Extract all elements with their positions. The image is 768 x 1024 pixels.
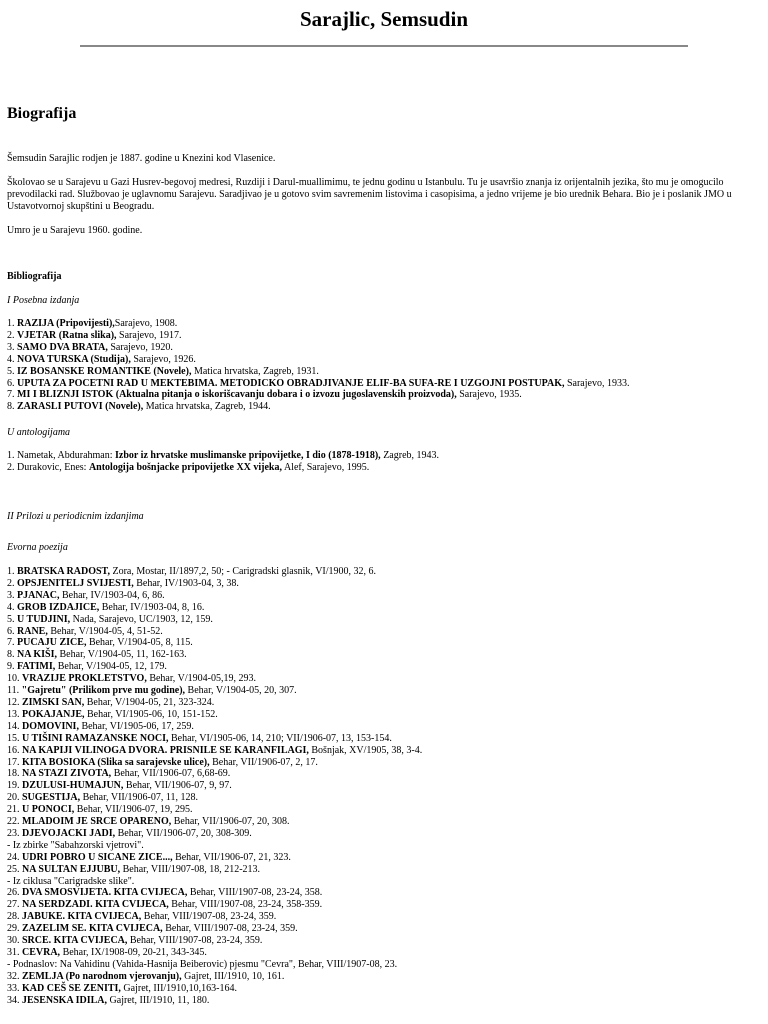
list-item xyxy=(7,318,762,330)
item-number: 4. xyxy=(7,353,15,365)
list-item xyxy=(7,971,762,983)
item-number: 22. xyxy=(7,816,20,828)
bio-paragraph-3: Umro je u Sarajevu 1960. godine. xyxy=(7,225,143,236)
item-title: RAZIJA (Pripovijesti), xyxy=(17,318,115,329)
item-details: Behar, VIII/1907-08, 23-24, 358. xyxy=(187,887,323,899)
list-item xyxy=(7,389,762,401)
list-item xyxy=(7,697,762,709)
item-number: 13. xyxy=(7,708,20,720)
list-item xyxy=(7,745,762,757)
list-item xyxy=(7,721,762,733)
list-item xyxy=(7,768,762,780)
item-title: FATIMI, xyxy=(17,661,56,673)
list-item xyxy=(7,378,762,390)
list-item xyxy=(7,673,762,685)
item-details: Bošnjak, XV/1905, 38, 3-4. xyxy=(308,744,423,756)
item-number: 25. xyxy=(7,863,20,875)
item-number: 2. xyxy=(7,461,15,473)
list-item xyxy=(7,354,762,366)
item-title: Izbor iz hrvatske muslimanske pripovijetke, I dio (1878-1918), xyxy=(115,450,381,461)
item-details: Behar, VII/1906-07, 21, 323. xyxy=(172,851,291,863)
list-item xyxy=(7,828,762,840)
list-item xyxy=(7,852,762,864)
item-details: Behar, IX/1908-09, 20-21, 343-345. xyxy=(60,947,207,958)
item-number: 5. xyxy=(7,613,15,625)
item-title: DJEVOJACKI JADI, xyxy=(22,827,116,839)
item-number: 8. xyxy=(7,649,15,661)
item-title: OPSJENITELJ SVIJESTI, xyxy=(17,577,134,589)
item-title: UPUTA ZA POCETNI RAD U MEKTEBIMA. METODICKO OBRADJIVANJE ELIF-BA SUFA-RE I UZGOJNI POSTUPAK, xyxy=(17,377,565,389)
periodicals-subheading: II Prilozi u periodicnim izdanjima xyxy=(7,511,144,522)
item-title: UDRI POBRO U SICANE ZICE..., xyxy=(22,851,173,863)
item-title: ZARASLI PUTOVI (Novele), xyxy=(17,401,144,413)
list-item xyxy=(7,804,762,816)
item-title: ZEMLJA (Po narodnom vjerovanju), xyxy=(22,970,182,982)
item-number: 3. xyxy=(7,341,15,353)
list-item xyxy=(7,733,762,745)
list-item xyxy=(7,935,762,947)
item-number: 1. xyxy=(7,450,15,461)
item-number: 18. xyxy=(7,768,20,780)
item-author: Nametak, Abdurahman: xyxy=(17,450,116,461)
item-number: 21. xyxy=(7,804,20,816)
item-details: Behar, VII/1906-07, 11, 128. xyxy=(80,792,198,804)
item-details: Behar, VIII/1907-08, 23-24, 358-359. xyxy=(168,899,323,911)
item-number: 11. xyxy=(7,685,20,697)
item-details: - Podnaslov: Na Vahidinu (Vahida-Hasnija Beiberovic) pjesmu "Cevra", Behar, VIII/1907-08, 23. xyxy=(7,958,398,970)
item-details: Behar, VIII/1907-08, 23-24, 359. xyxy=(141,911,277,923)
list-item xyxy=(7,637,762,649)
item-details: Sarajevo, 1935. xyxy=(456,389,522,401)
item-details: Behar, VIII/1907-08, 23-24, 359. xyxy=(127,935,263,947)
item-details: Sarajevo, 1933. xyxy=(564,377,630,389)
item-details: Behar, V/1904-05, 12, 179. xyxy=(55,661,167,673)
item-details: Gajret, III/1910, 10, 161. xyxy=(181,970,285,982)
item-number: 15. xyxy=(7,732,20,744)
item-title: RANE, xyxy=(17,625,48,637)
list-item xyxy=(7,876,762,888)
list-item xyxy=(7,709,762,721)
list-item xyxy=(7,401,762,413)
item-details: Nada, Sarajevo, UC/1903, 12, 159. xyxy=(70,613,213,625)
item-author: Durakovic, Enes: xyxy=(17,461,89,473)
item-title: MI I BLIZNJI ISTOK (Aktualna pitanja o iskorišcavanju dobara i o izvozu jugoslavenskih proizvoda), xyxy=(17,389,457,401)
item-title: IZ BOSANSKE ROMANTIKE (Novele), xyxy=(17,365,192,377)
list-item xyxy=(7,602,762,614)
item-details: Behar, VII/1906-07, 20, 308-309. xyxy=(115,827,252,839)
item-number: 26. xyxy=(7,887,20,899)
item-title: DVA SMOSVIJETA. KITA CVIJECA, xyxy=(22,887,188,899)
item-title: NA KAPIJI VILINOGA DVORA. PRISNILE SE KARANFILAGI, xyxy=(22,744,309,756)
item-title: CEVRA, xyxy=(22,947,61,958)
item-title: SAMO DVA BRATA, xyxy=(17,341,108,353)
item-title: MLADOIM JE SRCE OPARENO, xyxy=(22,816,172,828)
item-title: JESENSKA IDILA, xyxy=(22,994,108,1006)
list-item xyxy=(7,757,762,769)
item-title: PUCAJU ZICE, xyxy=(17,637,87,649)
list-item xyxy=(7,959,762,971)
item-number: 20. xyxy=(7,792,20,804)
list-item xyxy=(7,462,762,474)
item-title: PJANAC, xyxy=(17,589,60,601)
anthologies-subheading: U antologijama xyxy=(7,427,71,438)
item-details: Sarajevo, 1908. xyxy=(114,318,178,329)
item-details: Behar, VI/1905-06, 10, 151-152. xyxy=(84,708,218,720)
item-title: POKAJANJE, xyxy=(22,708,85,720)
list-item xyxy=(7,995,762,1007)
list-item xyxy=(7,330,762,342)
list-item xyxy=(7,864,762,876)
item-title: KITA BOSIOKA (Slika sa sarajevske ulice), xyxy=(22,756,210,768)
item-title: BRATSKA RADOST, xyxy=(17,566,110,577)
item-number: 10. xyxy=(7,673,20,685)
list-item xyxy=(7,923,762,935)
item-details: Behar, VII/1906-07, 2, 17. xyxy=(209,756,318,768)
item-details: Sarajevo, 1926. xyxy=(130,353,196,365)
item-details: Zora, Mostar, II/1897,2, 50; - Carigradski glasnik, VI/1900, 32, 6. xyxy=(109,566,377,577)
item-number: 28. xyxy=(7,911,20,923)
item-number: 2. xyxy=(7,577,15,589)
item-number: 24. xyxy=(7,851,20,863)
bibliography-heading: Bibliografija xyxy=(7,271,62,282)
item-title: U PONOCI, xyxy=(22,804,75,816)
item-details: Behar, V/1904-05, 4, 51-52. xyxy=(47,625,163,637)
list-item xyxy=(7,685,762,697)
item-number: 7. xyxy=(7,389,15,401)
item-number: 16. xyxy=(7,744,20,756)
item-details: Behar, IV/1903-04, 8, 16. xyxy=(99,601,205,613)
item-details: Behar, IV/1903-04, 3, 38. xyxy=(133,577,239,589)
item-details: Behar, VIII/1907-08, 18, 212-213. xyxy=(120,863,261,875)
item-title: SRCE. KITA CVIJECA, xyxy=(22,935,128,947)
item-number: 33. xyxy=(7,982,20,994)
special-editions-subheading: I Posebna izdanja xyxy=(7,295,80,306)
item-number: 9. xyxy=(7,661,15,673)
list-item xyxy=(7,614,762,626)
item-title: VRAZIJE PROKLETSTVO, xyxy=(22,673,147,685)
item-title: SUGESTIJA, xyxy=(22,792,81,804)
list-item xyxy=(7,626,762,638)
item-title: DZULUSI-HUMAJUN, xyxy=(22,780,124,792)
item-details: Behar, V/1904-05, 21, 323-324. xyxy=(84,696,215,708)
item-number: 6. xyxy=(7,377,15,389)
bio-paragraph-1: Šemsudin Sarajlic rodjen je 1887. godine u Knezini kod Vlasenice. xyxy=(7,153,276,164)
item-details: Behar, VII/1906-07, 20, 308. xyxy=(171,816,290,828)
item-number: 8. xyxy=(7,401,15,413)
item-number: 12. xyxy=(7,696,20,708)
item-title: U TIŠINI RAMAZANSKE NOCI, xyxy=(22,732,169,744)
item-number: 1. xyxy=(7,318,15,329)
item-details: Behar, IV/1903-04, 6, 86. xyxy=(59,589,165,601)
item-details: Matica hrvatska, Zagreb, 1944. xyxy=(143,401,271,413)
item-details: Behar, VI/1905-06, 17, 259. xyxy=(78,720,194,732)
list-item xyxy=(7,911,762,923)
poetry-subheading: Evorna poezija xyxy=(7,542,68,553)
item-details: - Iz ciklusa "Carigradske slike". xyxy=(7,875,135,887)
item-number: 5. xyxy=(7,365,15,377)
item-title: ZAZELIM SE. KITA CVIJECA, xyxy=(22,923,163,935)
item-details: Behar, VI/1905-06, 14, 210; VII/1906-07, 13, 153-154. xyxy=(168,732,392,744)
item-details: - Iz zbirke "Sabahzorski vjetrovi". xyxy=(7,839,144,851)
item-details: Matica hrvatska, Zagreb, 1931. xyxy=(191,365,319,377)
item-title: ZIMSKI SAN, xyxy=(22,696,85,708)
list-item xyxy=(7,792,762,804)
item-title: DOMOVINI, xyxy=(22,720,79,732)
item-details: Sarajevo, 1917. xyxy=(116,329,182,341)
item-number: 19. xyxy=(7,780,20,792)
item-title: JABUKE. KITA CVIJECA, xyxy=(22,911,142,923)
title-divider xyxy=(80,45,688,47)
item-number: 23. xyxy=(7,827,20,839)
item-details: Behar, V/1904-05, 11, 162-163. xyxy=(57,649,187,661)
item-number: 29. xyxy=(7,923,20,935)
list-item xyxy=(7,661,762,673)
item-details: Behar, V/1904-05,19, 293. xyxy=(146,673,256,685)
item-title: VJETAR (Ratna slika), xyxy=(17,329,117,341)
item-number: 17. xyxy=(7,756,20,768)
item-number: 2. xyxy=(7,329,15,341)
item-number: 27. xyxy=(7,899,20,911)
item-number: 6. xyxy=(7,625,15,637)
list-item xyxy=(7,578,762,590)
item-title: NOVA TURSKA (Studija), xyxy=(17,353,131,365)
list-item xyxy=(7,840,762,852)
biography-heading: Biografija xyxy=(7,105,77,122)
item-details: Gajret, III/1910, 11, 180. xyxy=(107,994,210,1006)
list-item xyxy=(7,780,762,792)
item-title: NA SERDZADI. KITA CVIJECA, xyxy=(22,899,169,911)
item-title: NA KIŠI, xyxy=(17,649,58,661)
item-number: 1. xyxy=(7,566,15,577)
item-details: Behar, V/1904-05, 20, 307. xyxy=(185,685,297,697)
item-number: 4. xyxy=(7,601,15,613)
item-title: GROB IZDAJICE, xyxy=(17,601,100,613)
item-number: 3. xyxy=(7,589,15,601)
poetry-list xyxy=(7,566,762,1007)
anthologies-list xyxy=(7,450,762,474)
item-title: KAD CEŠ SE ZENITI, xyxy=(22,982,121,994)
item-number: 7. xyxy=(7,637,15,649)
item-details: Behar, VIII/1907-08, 23-24, 359. xyxy=(162,923,298,935)
item-details: Behar, VII/1906-07, 6,68-69. xyxy=(111,768,231,780)
list-item xyxy=(7,450,762,462)
list-item xyxy=(7,887,762,899)
item-number: 34. xyxy=(7,994,20,1006)
item-title: NA SULTAN EJJUBU, xyxy=(22,863,121,875)
list-item xyxy=(7,983,762,995)
list-item xyxy=(7,342,762,354)
item-number: 30. xyxy=(7,935,20,947)
item-number: 32. xyxy=(7,970,20,982)
list-item xyxy=(7,947,762,959)
item-details: Behar, VII/1906-07, 9, 97. xyxy=(123,780,232,792)
item-title: "Gajretu" (Prilikom prve mu godine), xyxy=(21,685,186,697)
item-details: Alef, Sarajevo, 1995. xyxy=(282,461,370,473)
list-item xyxy=(7,816,762,828)
item-details: Sarajevo, 1920. xyxy=(107,341,173,353)
item-details: Zagreb, 1943. xyxy=(380,450,440,461)
item-number: 14. xyxy=(7,720,20,732)
list-item xyxy=(7,566,762,578)
item-details: Behar, VII/1906-07, 19, 295. xyxy=(74,804,193,816)
item-title: Antologija bošnjacke pripovijetke XX vijeka, xyxy=(88,461,282,473)
special-editions-list xyxy=(7,318,762,413)
item-title: U TUDJINI, xyxy=(17,613,71,625)
page-title: Sarajlic, Semsudin xyxy=(299,7,469,31)
item-title: NA STAZI ZIVOTA, xyxy=(22,768,112,780)
bio-paragraph-2: Školovao se u Sarajevu u Gazi Husrev-begovoj medresi, Ruzdiji i Darul-muallimimu, te jednu godinu u Istanbulu. Tu je usavršio znanja iz orijentalnih jezika, što mu je omogucilo prevodilacki rad. Službovao je uglavnomu Sarajevu. Saradjivao je u gotovo svim savremenim listovima i casopisima, a jedno vrijeme je bio urednik Behara. Bio je i poslanik JMO u Ustavotvornoj skupštini u Beogradu. xyxy=(7,177,732,212)
item-details: Gajret, III/1910,10,163-164. xyxy=(120,982,238,994)
list-item xyxy=(7,899,762,911)
list-item xyxy=(7,590,762,602)
item-details: Behar, V/1904-05, 8, 115. xyxy=(86,637,193,649)
item-number: 31. xyxy=(7,947,20,958)
list-item xyxy=(7,649,762,661)
list-item xyxy=(7,366,762,378)
